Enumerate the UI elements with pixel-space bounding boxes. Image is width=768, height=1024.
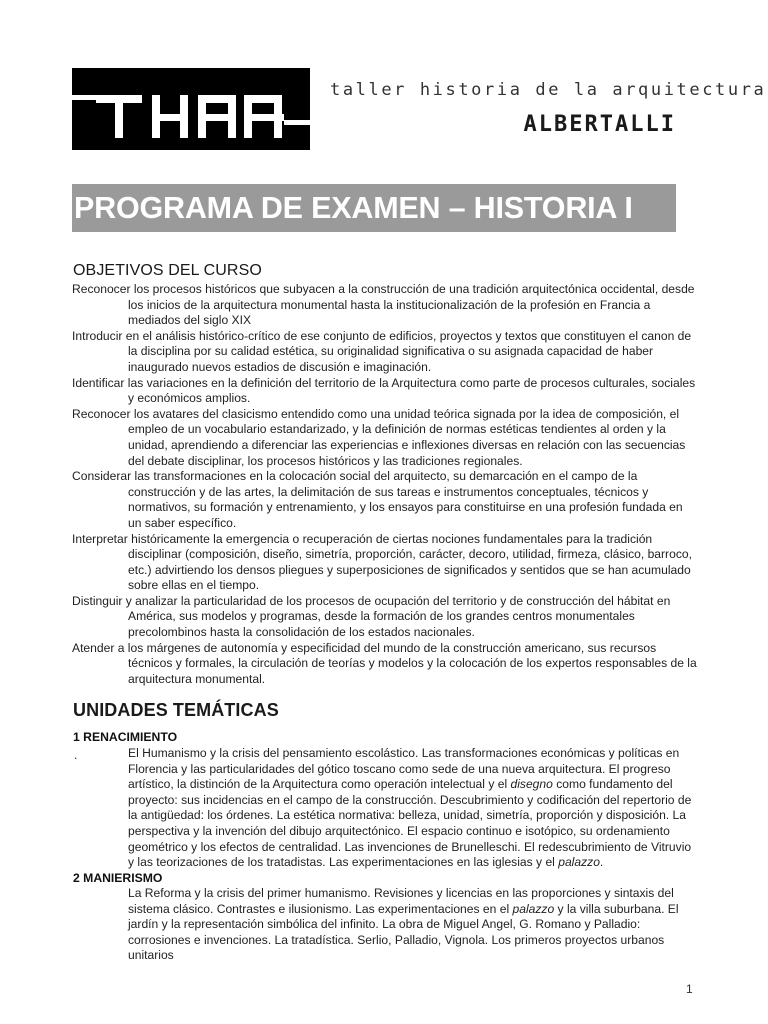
page-number: 1 bbox=[686, 982, 693, 996]
objective-item: Atender a los márgenes de autonomía y especificidad del mundo de la construcción americano, sus recursos técnicos y formales, la circulación de teorías y modelos y la colocación de los expertos responsables de la arquitectura monumental. bbox=[72, 640, 697, 686]
unit-text: El Humanismo y la crisis del pensamiento escolástico. Las transformaciones económicas y políticas en Florencia y las particularidades del gótico toscano como sede de una nueva arquitectura. El progreso artístico, la distinción de la Arquitectura como operación intelectual y el bbox=[128, 746, 680, 792]
objective-item: Interpretar históricamente la emergencia o recuperación de ciertas nociones fundamentales para la tradición disciplinar (composición, diseño, simetría, proporción, carácter, decoro, utilidad, firmeza, clásico, barroco, etc.) advirtiendo los densos pliegues y superposiciones de significados y sentidos que se han acumulado sobre ellas en el tiempo. bbox=[72, 531, 692, 593]
objective-item: Considerar las transformaciones en la colocación social del arquitecto, su demarcación en el campo de la construcción y de las artes, la delimitación de sus tareas e instrumentos conceptuales, técnicos y normativos, su formación y entrenamiento, y los ensayos para constituirse en una profesión fundada en un saber específico. bbox=[72, 469, 683, 530]
thaa-logo-icon bbox=[72, 68, 310, 150]
objective-item: Reconocer los procesos históricos que subyacen a la construcción de una tradición arquitectónica occidental, desde los inicios de la arquitectura monumental hasta la institucionalización de la profesión en Francia a mediados del siglo XIX bbox=[72, 282, 695, 328]
unit-text: La Reforma y la crisis del primer humanismo. Revisiones y licencias en las proporciones y sintaxis del sistema clásico. Contrastes e ilusionismo. Las experimentaciones en el bbox=[128, 886, 674, 916]
unit-body-renacimiento bbox=[128, 746, 698, 871]
thaa-logo bbox=[72, 68, 310, 150]
objective-item: Distinguir y analizar la particularidad de los procesos de ocupación del territorio y de construcción del hábitat en América, sus modelos y programas, desde la formación de los grandes centros monumentales precolombinos hasta la consolidación de los estados nacionales. bbox=[72, 593, 671, 640]
objectives-heading: OBJETIVOS DEL CURSO bbox=[73, 262, 262, 279]
objective-item: Reconocer los avatares del clasicismo entendido como una unidad teórica signada por la idea de composición, el empleo de un vocabulario estandarizado, y la definición de normas estéticas tendientes al orden y la unidad, aprendiendo a diferenciar las experiencias e inflexiones diversas en relación con las secuencias del debate disciplinar, los procesos históricos y las tradiciones regionales. bbox=[72, 406, 686, 468]
page-title: PROGRAMA DE EXAMEN – HISTORIA I bbox=[72, 184, 676, 232]
unit-text: como fundamento del proyecto: sus incidencias en el campo de la construcción. Descubrimiento y codificación del repertorio de la antigüedad: los órdenes. La estética normativa: belleza, unidad, simetría, proporción y disposición. La perspectiva y la invención del dibujo arquitectónico. El espacio continuo e isotópico, su ordenamiento geométrico y los efectos de centralidad. Las invenciones de Brunelleschi. El redescubrimiento de Vitruvio y las teorizaciones de los tratadistas. Las experimentaciones en las iglesias y el bbox=[128, 777, 692, 870]
unit-emphasis: disegno bbox=[510, 777, 553, 792]
unit-body-manierismo bbox=[128, 886, 698, 964]
wordmark bbox=[330, 80, 766, 100]
unit-emphasis: palazzo bbox=[558, 855, 600, 870]
header bbox=[72, 68, 767, 150]
unit-emphasis: palazzo bbox=[512, 901, 555, 916]
unit-text: y la villa suburbana. El jardín y la representación simbólica del infinito. La obra de Miguel Angel, G. Romano y Palladio: corrosiones e invenciones. La tratadística. Serlio, Palladio, Vignola. Los primeros proyectos urbanos unitarios bbox=[128, 901, 679, 963]
objective-item: Identificar las variaciones en la definición del territorio de la Arquitectura como parte de procesos culturales, sociales y económicos amplios. bbox=[72, 375, 696, 406]
tagline: taller historia de la arquitectura bbox=[330, 80, 767, 100]
unit-title-manierismo: 2 MANIERISMO bbox=[73, 871, 163, 885]
brand-name: ALBERTALLI bbox=[523, 112, 676, 137]
units-heading: UNIDADES TEMÁTICAS bbox=[73, 700, 279, 720]
list-marker: . bbox=[74, 748, 78, 762]
unit-title-renacimiento: 1 RENACIMIENTO bbox=[73, 730, 178, 744]
unit-text: . bbox=[599, 855, 604, 870]
objective-item: Introducir en el análisis histórico-crítico de ese conjunto de edificios, proyectos y textos que constituyen el canon de la disciplina por su calidad estética, su originalidad significativa o su asignada capacidad de haber inaugurado nuevos estadios de discusión e imaginación. bbox=[72, 328, 692, 374]
objectives-list bbox=[72, 282, 697, 687]
